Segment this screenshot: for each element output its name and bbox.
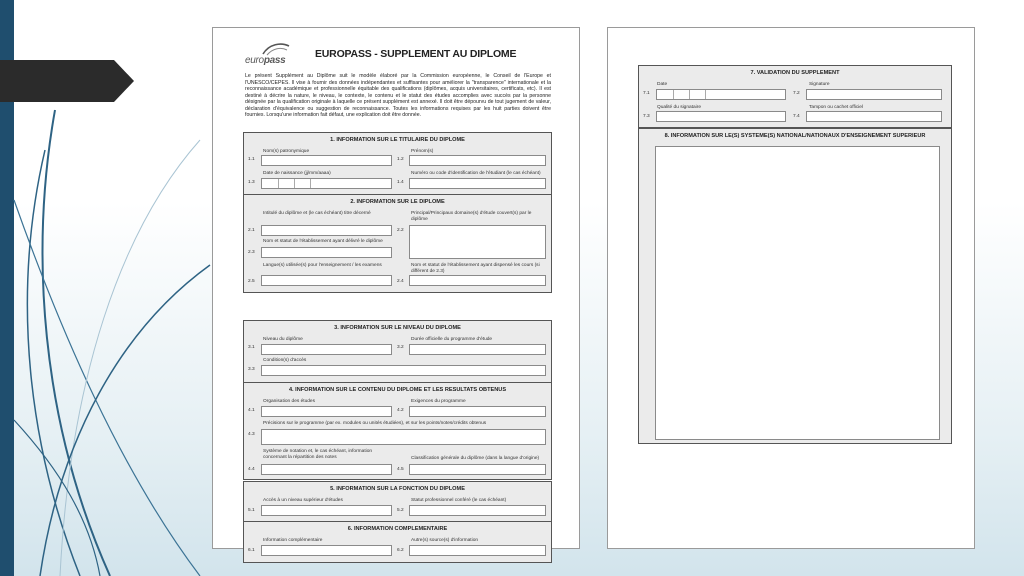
field-number: 7.2 bbox=[793, 91, 800, 96]
section-title: 8. INFORMATION SUR LE(S) SYSTEME(S) NATIONAL/NATIONAUX D'ENSEIGNEMENT SUPERIEUR bbox=[664, 133, 926, 139]
document-page-2 bbox=[607, 27, 975, 549]
date-segment-divider bbox=[278, 179, 279, 188]
field-national-system-textarea[interactable] bbox=[655, 146, 940, 440]
field-label: Système de notation et, le cas échéant, information concernant la répartition des notes bbox=[263, 449, 373, 460]
date-segment-divider bbox=[310, 179, 311, 188]
field-number: 2.4 bbox=[397, 279, 404, 284]
field-first-name-input[interactable] bbox=[409, 155, 546, 166]
field-signatory-capacity-input[interactable] bbox=[656, 111, 786, 122]
europass-logo-text bbox=[245, 55, 285, 66]
europass-stars-icon bbox=[261, 42, 291, 56]
field-number: 2.5 bbox=[248, 279, 255, 284]
field-label: Date de naissance (jj/mm/aaaa) bbox=[263, 171, 331, 176]
field-number: 4.3 bbox=[248, 432, 255, 437]
field-study-organization-input[interactable] bbox=[261, 406, 392, 417]
field-label: Intitulé du diplôme et (le cas échéant) titre décerné bbox=[263, 211, 371, 216]
date-segment-divider bbox=[705, 90, 706, 99]
section-title: 1. INFORMATION SUR LE TITULAIRE DU DIPLOME bbox=[330, 137, 465, 143]
field-label: Accès à un niveau supérieur d'études bbox=[263, 498, 343, 503]
field-number: 3.2 bbox=[397, 345, 404, 350]
intro-paragraph: Le présent Supplément au Diplôme suit le modèle élaboré par la Commission européenne, le Conseil de l'Europe et l'UNESCO/CEPES. Il vise à fournir des données indépendantes et suffisantes pour améliorer la "transparence" internationale et la reconnaissance académique et professionnelle équitable des qualifications (diplômes, acquis universitaires, certificats, etc). Il est destiné à décrire la nature, le niveau, le contexte, le contenu et le statut des études accomplies avec succès par la personne désignée par la qualification originale à laquelle ce présent supplément est annexé. Il doit être dépourvu de tout jugement de valeur, déclaration d'équivalence ou suggestion de reconnaissance. Toutes les informations requises par les huit parties doivent être fournies. Lorsqu'une information fait défaut, une explication doit être donnée. bbox=[245, 73, 551, 119]
field-label: Condition(s) d'accès bbox=[263, 358, 307, 363]
field-label: Exigences du programme bbox=[411, 399, 466, 404]
field-number: 1.3 bbox=[248, 180, 255, 185]
section-title: 3. INFORMATION SUR LE NIVEAU DU DIPLOME bbox=[334, 325, 461, 331]
field-professional-status-input[interactable] bbox=[409, 505, 546, 516]
field-label: Tampon ou cachet officiel bbox=[809, 105, 864, 110]
field-label: Nom et statut de l'établissement ayant délivré le diplôme bbox=[263, 239, 383, 244]
field-validation-date-input[interactable] bbox=[656, 89, 786, 100]
date-segment-divider bbox=[294, 179, 295, 188]
logo-text-pass: pass bbox=[263, 55, 286, 66]
field-number: 5.1 bbox=[248, 508, 255, 513]
field-number: 4.2 bbox=[397, 408, 404, 413]
field-number: 1.4 bbox=[397, 180, 404, 185]
field-grading-system-input[interactable] bbox=[261, 464, 392, 475]
field-birth-date-input[interactable] bbox=[261, 178, 392, 189]
field-family-name-input[interactable] bbox=[261, 155, 392, 166]
date-segment-divider bbox=[689, 90, 690, 99]
document-title: EUROPASS - SUPPLEMENT AU DIPLOME bbox=[315, 48, 517, 60]
field-label: Organisation des études bbox=[263, 399, 315, 404]
field-number: 1.2 bbox=[397, 157, 404, 162]
title-arrow-shape bbox=[0, 60, 134, 102]
field-number: 2.1 bbox=[248, 228, 255, 233]
field-label: Principal/Principaux domaine(s) d'étude couvert(s) par le diplôme bbox=[411, 211, 532, 222]
field-additional-info-input[interactable] bbox=[261, 545, 392, 556]
document-header bbox=[243, 40, 553, 74]
field-official-stamp-input[interactable] bbox=[806, 111, 942, 122]
field-number: 3.3 bbox=[248, 367, 255, 372]
field-label: Durée officielle du programme d'étude bbox=[411, 337, 493, 342]
field-label: Nom et statut de l'établissement ayant dispensé les cours (si différent de 2.3) bbox=[411, 263, 540, 274]
field-diploma-title-input[interactable] bbox=[261, 225, 392, 236]
field-label: Précisions sur le programme (par ex. modules ou unités étudiées), et sur les points/notes/crédits obtenus bbox=[263, 421, 487, 426]
field-number: 6.1 bbox=[248, 548, 255, 553]
field-issuing-institution-input[interactable] bbox=[261, 247, 392, 258]
field-number: 2.2 bbox=[397, 228, 404, 233]
field-number: 7.4 bbox=[793, 114, 800, 119]
section-3-level bbox=[243, 320, 552, 383]
field-label: Nom(s) patronymique bbox=[263, 149, 310, 154]
section-4-content bbox=[243, 382, 552, 480]
field-label: Prénom(s) bbox=[411, 149, 434, 154]
field-label: Langue(s) utilisée(s) pour l'enseignement / les examens bbox=[263, 263, 382, 268]
field-access-conditions-input[interactable] bbox=[261, 365, 546, 376]
field-language-input[interactable] bbox=[261, 275, 392, 286]
field-number: 4.1 bbox=[248, 408, 255, 413]
field-number: 4.5 bbox=[397, 467, 404, 472]
section-title: 2. INFORMATION SUR LE DIPLOME bbox=[350, 199, 445, 205]
field-number: 3.1 bbox=[248, 345, 255, 350]
section-title: 5. INFORMATION SUR LA FONCTION DU DIPLOME bbox=[330, 486, 465, 492]
field-student-id-input[interactable] bbox=[409, 178, 546, 189]
field-label: Statut professionnel conféré (le cas échéant) bbox=[411, 498, 507, 503]
field-signature-input[interactable] bbox=[806, 89, 942, 100]
field-number: 5.2 bbox=[397, 508, 404, 513]
field-number: 2.3 bbox=[248, 250, 255, 255]
field-number: 6.2 bbox=[397, 548, 404, 553]
field-label: Classification générale du diplôme (dans la langue d'origine) bbox=[411, 456, 540, 461]
field-number: 7.3 bbox=[643, 114, 650, 119]
field-diploma-level-input[interactable] bbox=[261, 344, 392, 355]
europass-logo bbox=[243, 40, 309, 74]
field-program-details-input[interactable] bbox=[261, 429, 546, 445]
section-7-validation bbox=[638, 65, 952, 128]
field-number: 1.1 bbox=[248, 157, 255, 162]
field-label: Qualité du signataire bbox=[657, 105, 701, 110]
field-label: Date bbox=[657, 82, 668, 87]
section-2-diploma bbox=[243, 194, 552, 293]
field-program-duration-input[interactable] bbox=[409, 344, 546, 355]
section-title: 6. INFORMATION COMPLEMENTAIRE bbox=[347, 526, 448, 532]
field-number: 7.1 bbox=[643, 91, 650, 96]
section-6-additional bbox=[243, 521, 552, 563]
field-overall-classification-input[interactable] bbox=[409, 464, 546, 475]
field-number: 4.4 bbox=[248, 467, 255, 472]
section-8-national-system bbox=[638, 128, 952, 444]
field-program-requirements-input[interactable] bbox=[409, 406, 546, 417]
field-study-domain-input[interactable] bbox=[409, 225, 546, 259]
field-label: Signature bbox=[809, 82, 830, 87]
field-teaching-institution-input[interactable] bbox=[409, 275, 546, 286]
logo-text-euro: euro bbox=[245, 55, 264, 66]
field-label: Niveau du diplôme bbox=[263, 337, 303, 342]
date-segment-divider bbox=[673, 90, 674, 99]
field-label: Autre(s) source(s) d'information bbox=[411, 538, 479, 543]
field-label: Information complémentaire bbox=[263, 538, 323, 543]
section-1-holder bbox=[243, 132, 552, 196]
document-page-1 bbox=[212, 27, 580, 553]
section-title: 4. INFORMATION SUR LE CONTENU DU DIPLOME ET LES RESULTATS OBTENUS bbox=[288, 387, 507, 393]
field-info-sources-input[interactable] bbox=[409, 545, 546, 556]
section-5-function bbox=[243, 481, 552, 523]
field-further-study-access-input[interactable] bbox=[261, 505, 392, 516]
field-label: Numéro ou code d'identification de l'étudiant (le cas échéant) bbox=[411, 171, 541, 176]
section-title: 7. VALIDATION DU SUPPLEMENT bbox=[750, 70, 840, 76]
